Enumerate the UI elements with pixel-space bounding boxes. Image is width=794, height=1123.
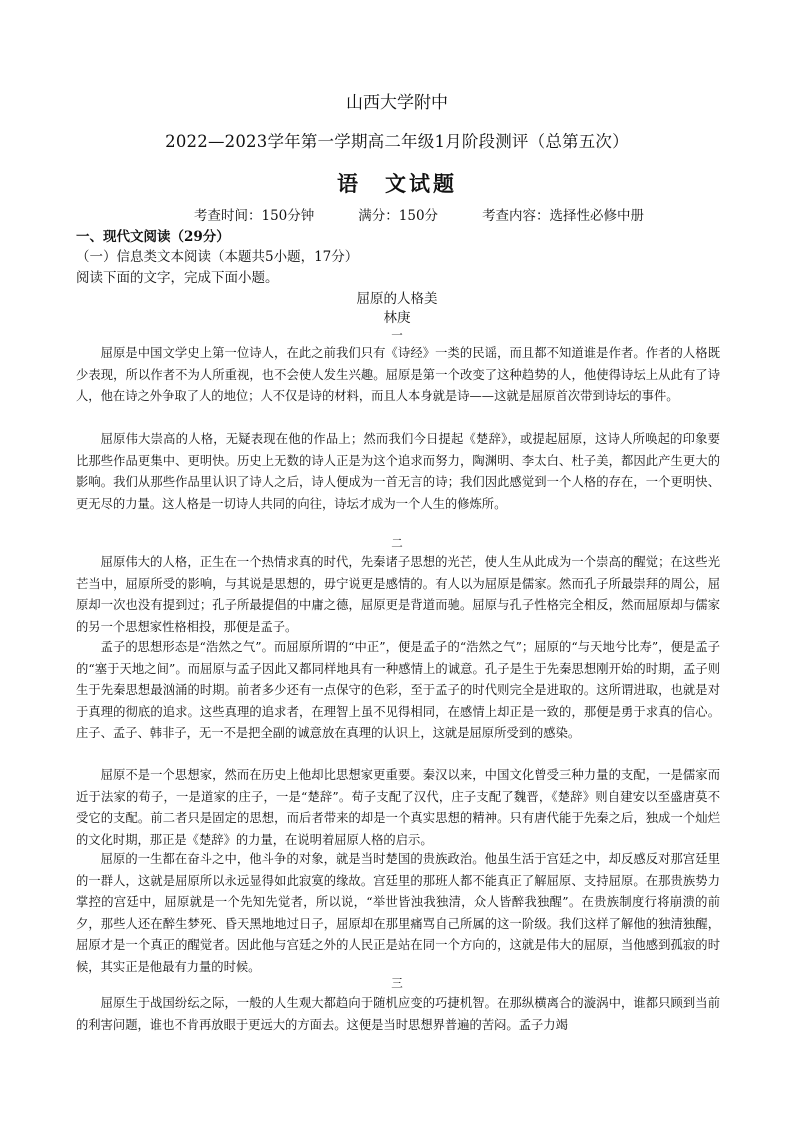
section-number-3: 三 bbox=[391, 976, 403, 990]
paragraph-4: 孟子的思想形态是“浩然之气”。而屈原所谓的“中正”，便是孟子的“浩然之气”；屈原的“与天地兮比寿”，便是孟子的“塞于天地之间”。而屈原与孟子因此又都同样地具有一种感情上的诚意。孔子是生于先秦思想刚开始的时期，孟子则生于先秦思想最汹涌的时期。前者多少还有一点保守的色彩，至于孟子的时代则完全是进取的。这所谓进取，也就是对于真理的彻底的追求。这些真理的追求者，在理智上虽不见得相同，在感情上却正是一致的，那便是勇于求真的信心。庄子、孟子、韩非子，无一不是把全副的诚意放在真理的认识上，这就是屈原所受到的感染。 bbox=[76, 640, 720, 740]
section-number-1: 一 bbox=[391, 328, 403, 342]
article-author: 林庚 bbox=[383, 310, 411, 326]
paragraph-5: 屈原不是一个思想家，然而在历史上他却比思想家更重要。秦汉以来，中国文化曾受三种力量的支配，一是儒家而近于法家的荀子，一是道家的庄子，一是“楚辞”。荀子支配了汉代，庄子支配了魏晋，《楚辞》则自建安以至盛唐莫不受它的支配。前二者只是固定的思想，而后者带来的却是一个真实思想的精神。只有唐代能于先秦之后，独成一个灿烂的文化时期，那正是《楚辞》的力量，在说明着屈原人格的启示。 bbox=[76, 768, 720, 847]
paragraph-6: 屈原的一生都在奋斗之中，他斗争的对象，就是当时楚国的贵族政治。他虽生活于宫廷之中，却反感反对那宫廷里的一群人，这就是屈原所以永远显得如此寂寞的缘故。宫廷里的那班人都不能真正了解屈原、支持屈原。在那贵族势力掌控的宫廷中，屈原就是一个先知先觉者，所以说，“举世皆浊我独清，众人皆醉我独醒”。在贵族制度行将崩溃的前夕，那些人还在醉生梦死、昏天黑地地过日子，屈原却在那里痛骂自己所属的这一阶级。我们这样了解他的独清独醒，屈原才是一个真正的醒觉者。因此他与宫廷之外的人民正是站在同一个方向的，这就是伟大的屈原，当他感到孤寂的时候，其实正是他最有力量的时候。 bbox=[76, 852, 720, 974]
school-name: 山西大学附中 bbox=[346, 93, 448, 113]
exam-time: 考查时间：150分钟 bbox=[194, 208, 315, 224]
subsection-heading: （一）信息类文本阅读（本题共5小题，17分） bbox=[76, 249, 359, 265]
paragraph-2: 屈原伟大崇高的人格，无疑表现在他的作品上；然而我们今日提起《楚辞》，或提起屈原，这诗人所唤起的印象要比那些作品更集中、更明快。历史上无数的诗人正是为这个追求而努力，陶渊明、李太白、杜子美，都因此产生更大的影响。我们从那些作品里认识了诗人之后，诗人便成为一首无言的诗；我们因此感觉到一个人格的存在，一个更明快、更无尽的力量。这人格是一切诗人共同的向往，诗坛才成为一个人生的修炼所。 bbox=[76, 432, 720, 511]
exam-term-title: 2022—2023学年第一学期高二年级1月阶段测评（总第五次） bbox=[165, 132, 629, 151]
subject-title: 语 文试题 bbox=[337, 171, 457, 196]
full-score: 满分：150分 bbox=[358, 208, 439, 224]
section-heading: 一、现代文阅读（29分） bbox=[76, 229, 230, 245]
article-title: 屈原的人格美 bbox=[356, 291, 438, 307]
exam-meta bbox=[194, 204, 644, 224]
section-number-2: 二 bbox=[391, 536, 403, 550]
exam-content: 考查内容：选择性必修中册 bbox=[482, 208, 645, 224]
reading-instruction: 阅读下面的文字，完成下面小题。 bbox=[76, 270, 279, 286]
paragraph-3: 屈原伟大的人格，正生在一个热情求真的时代，先秦诸子思想的光芒，使人生从此成为一个崇高的醒觉；在这些光芒当中，屈原所受的影响，与其说是思想的，毋宁说更是感情的。有人以为屈原是儒家。然而孔子所最崇拜的周公，屈原却一次也没有提到过；孔子所最提倡的中庸之德，屈原更是背道而驰。屈原与孔子性格完全相反，然而屈原却与儒家的另一个思想家性格相投，那便是孟子。 bbox=[76, 555, 720, 634]
paragraph-1: 屈原是中国文学史上第一位诗人，在此之前我们只有《诗经》一类的民谣，而且都不知道谁是作者。作者的人格既少表现，所以作者不为人所重视，也不会使人发生兴趣。屈原是第一个改变了这种趋势的人，他使得诗坛上从此有了诗人，他在诗之外争取了人的地位；人不仅是诗的材料，而且人本身就是诗——这就是屈原首次带到诗坛的事件。 bbox=[76, 346, 720, 403]
paragraph-7: 屈原生于战国纷纭之际，一般的人生观大都趋向于随机应变的巧捷机智。在那纵横离合的漩涡中，谁都只顾到当前的利害问题，谁也不肯再放眼于更远大的方面去。这便是当时思想界普遍的苦闷。孟子力竭 bbox=[76, 996, 720, 1032]
